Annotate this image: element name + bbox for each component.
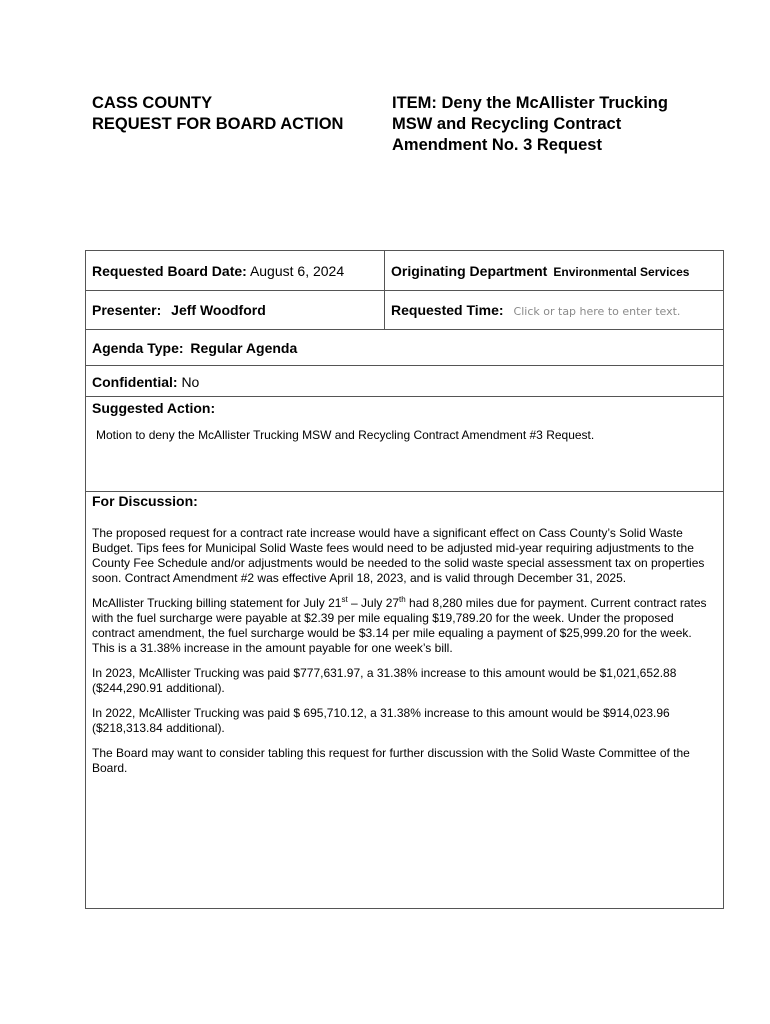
requested-board-date-label: Requested Board Date: — [92, 263, 247, 279]
item-title-line-1: ITEM: Deny the McAllister Trucking — [392, 94, 668, 112]
row-confidential — [86, 366, 723, 397]
confidential-label: Confidential: — [92, 374, 178, 390]
presenter-cell — [86, 291, 385, 329]
discussion-paragraph-2 — [92, 596, 717, 656]
suggested-action-text[interactable]: Motion to deny the McAllister Trucking MSW and Recycling Contract Amendment #3 Request. — [96, 428, 595, 442]
requested-time-label: Requested Time: — [391, 302, 504, 318]
header-left — [92, 93, 343, 135]
row-suggested-action — [86, 397, 723, 492]
row-date-department — [86, 251, 723, 291]
paragraph-2-part-c: had 8,280 miles due for payment. Current contract rates with the fuel surcharge were payable at $2.39 per mile equaling $19,789.20 for the week. Under the proposed contract amendment, the fuel surcharge would be $3.14 per mile equaling a payment of $25,999.20 for the week. This is a 31.38% increase in the amount payable for one week’s bill. — [92, 596, 707, 655]
paragraph-2-part-a: McAllister Trucking billing statement for July 21 — [92, 596, 342, 610]
header-right — [392, 93, 668, 156]
board-action-form — [85, 250, 724, 909]
originating-department-value[interactable]: Environmental Services — [553, 265, 690, 279]
agenda-type-value[interactable]: Regular Agenda — [190, 340, 298, 356]
requested-time-input[interactable]: Click or tap here to enter text. — [513, 305, 681, 318]
row-agenda-type — [86, 330, 723, 366]
requested-time-cell — [385, 291, 723, 329]
originating-department-label: Originating Department — [391, 263, 548, 279]
discussion-paragraph-3: In 2023, McAllister Trucking was paid $777,631.97, a 31.38% increase to this amount would be $1,021,652.88 ($244,290.91 additional). — [92, 666, 677, 695]
county-name: CASS COUNTY — [92, 94, 213, 112]
confidential-value[interactable]: No — [181, 374, 200, 390]
item-title-line-3: Amendment No. 3 Request — [392, 136, 602, 154]
suggested-action-label: Suggested Action: — [92, 400, 216, 416]
for-discussion-label: For Discussion: — [92, 493, 198, 509]
discussion-paragraph-1: The proposed request for a contract rate increase would have a significant effect on Cass County’s Solid Waste Budget. Tips fees for Municipal Solid Waste fees would need to be adjusted mid-year requiring adjustments to the County Fee Schedule and/or adjustments would be needed to the solid waste special assessment tax on properties soon. Contract Amendment #2 was effective April 18, 2023, and is valid through December 31, 2025. — [92, 526, 705, 585]
paragraph-2-part-b: – July 27 — [347, 596, 400, 610]
row-presenter-time — [86, 291, 723, 330]
paragraph-2-superscript-1: st — [341, 595, 348, 604]
requested-board-date-value[interactable]: August 6, 2024 — [249, 263, 345, 279]
paragraph-2-superscript-2: th — [399, 595, 406, 604]
row-for-discussion — [86, 492, 723, 908]
form-title: REQUEST FOR BOARD ACTION — [92, 115, 344, 133]
agenda-type-label: Agenda Type: — [92, 340, 184, 356]
requested-board-date-cell — [86, 251, 385, 290]
discussion-paragraph-5: The Board may want to consider tabling this request for further discussion with the Solid Waste Committee of the Board. — [92, 746, 690, 775]
originating-department-cell — [385, 251, 723, 290]
presenter-value[interactable]: Jeff Woodford — [171, 302, 266, 318]
discussion-paragraph-4: In 2022, McAllister Trucking was paid $ 695,710.12, a 31.38% increase to this amount would be $914,023.96 ($218,313.84 additional). — [92, 706, 670, 735]
for-discussion-body[interactable] — [92, 526, 717, 786]
presenter-label: Presenter: — [92, 302, 162, 318]
item-title-line-2: MSW and Recycling Contract — [392, 115, 622, 133]
